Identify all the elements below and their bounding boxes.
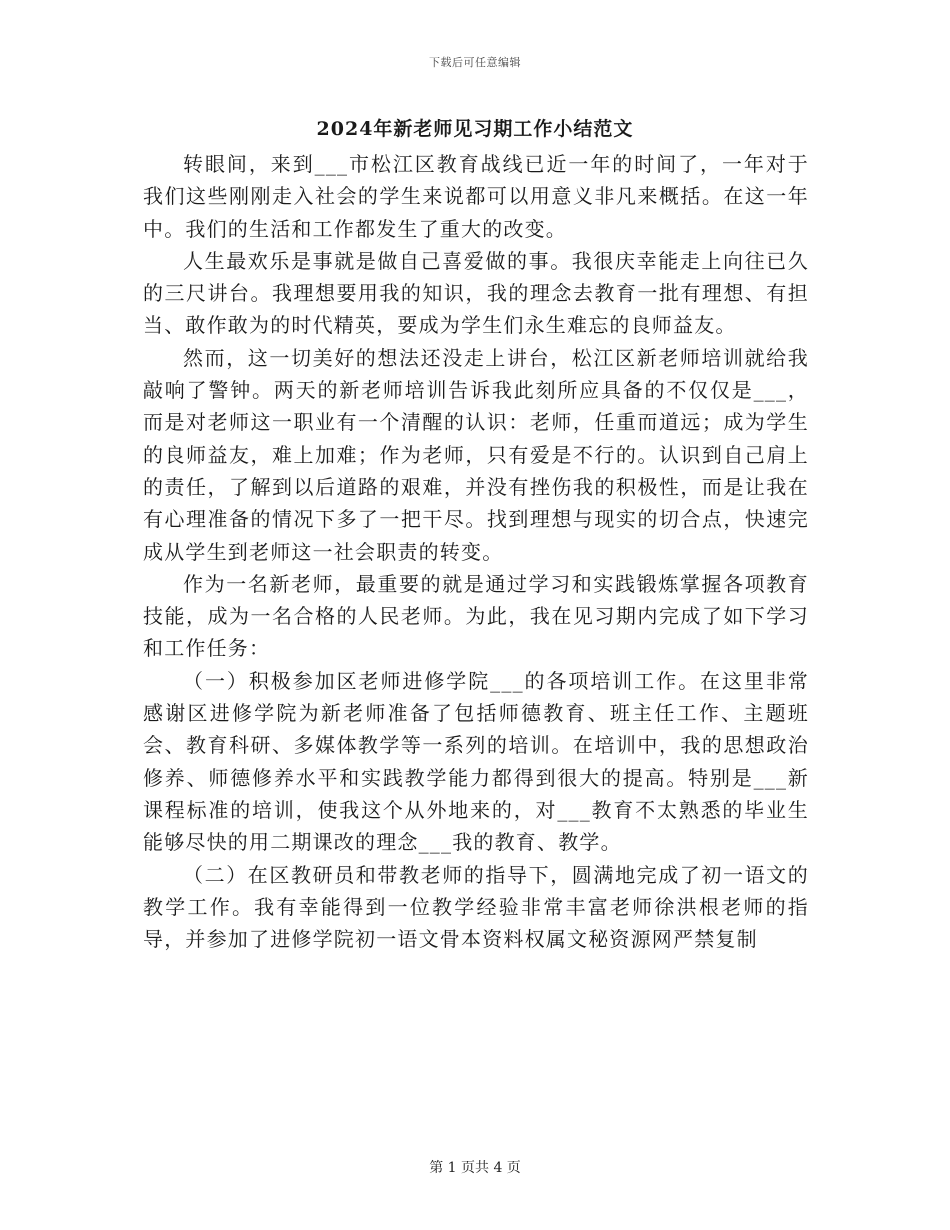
document-body — [143, 148, 809, 955]
document-title: 2024年新老师见习期工作小结范文 — [316, 118, 634, 140]
paragraph: 然而，这一切美好的想法还没走上讲台，松江区新老师培训就给我敲响了警钟。两天的新老师培训告诉我此刻所应具备的不仅仅是___，而是对老师这一职业有一个清醒的认识：老师，任重而道远；成为学生的良师益友，难上加难；作为老师，只有爱是不行的。认识到自己肩上的责任，了解到以后道路的艰难，并没有挫伤我的积极性，而是让我在有心理准备的情况下多了一把干尽。找到理想与现实的切合点，快速完成从学生到老师这一社会职责的转变。 — [143, 345, 809, 564]
header-note: 下载后可任意编辑 — [429, 56, 521, 69]
paragraph: 人生最欢乐是事就是做自己喜爱做的事。我很庆幸能走上向往已久的三尺讲台。我理想要用我的知识，我的理念去教育一批有理想、有担当、敢作敢为的时代精英，要成为学生们永生难忘的良师益友。 — [143, 248, 809, 338]
paragraph: 转眼间，来到___市松江区教育战线已近一年的时间了，一年对于我们这些刚刚走入社会的学生来说都可以用意义非凡来概括。在这一年中。我们的生活和工作都发生了重大的改变。 — [143, 152, 809, 241]
paragraph: （二）在区教研员和带教老师的指导下，圆满地完成了初一语文的教学工作。我有幸能得到一位教学经验非常丰富老师徐洪根老师的指导，并参加了进修学院初一语文骨本资料权属文秘资源网严禁复制 — [143, 862, 809, 952]
paragraph: 作为一名新老师，最重要的就是通过学习和实践锻炼掌握各项教育技能，成为一名合格的人民老师。为此，我在见习期内完成了如下学习和工作任务： — [143, 571, 809, 661]
paragraph: （一）积极参加区老师进修学院___的各项培训工作。在这里非常感谢区进修学院为新老师准备了包括师德教育、班主任工作、主题班会、教育科研、多媒体教学等一系列的培训。在培训中，我的思想政治修养、师德修养水平和实践教学能力都得到很大的提高。特别是___新课程标准的培训，使我这个从外地来的，对___教育不太熟悉的毕业生能够尽快的用二期课改的理念___我的教育、教学。 — [143, 668, 809, 855]
page-footer: 第 1 页共 4 页 — [429, 1160, 521, 1176]
